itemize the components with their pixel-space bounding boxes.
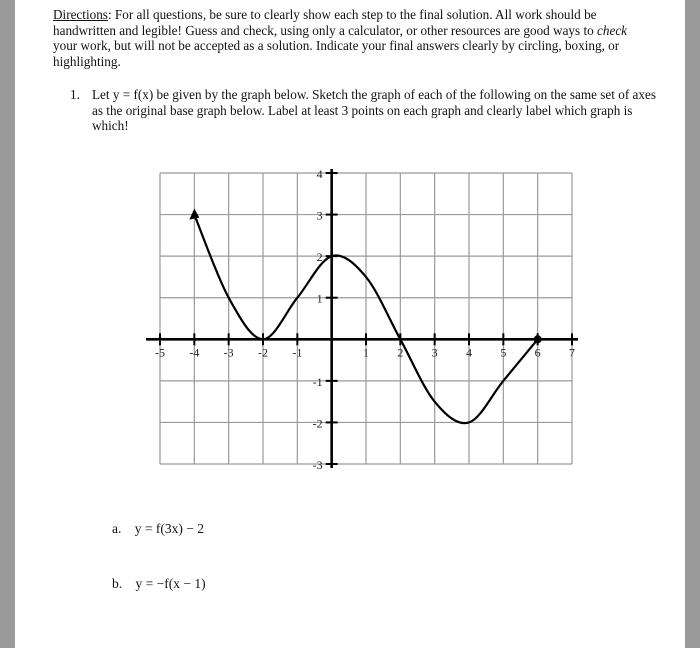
x-tick-label: 5 <box>500 345 507 360</box>
part-b-label: b. <box>112 576 123 591</box>
x-tick-label: 1 <box>363 345 369 360</box>
question-text: Let y = f(x) be given by the graph below. Sketch the graph of each of the following on the same set of axes as the original base graph below. Label at least 3 points on each graph and clearly label which graph is which! <box>92 87 656 133</box>
y-tick-label: -3 <box>312 458 323 470</box>
x-tick-label: -4 <box>189 345 200 360</box>
question-number: 1. <box>70 87 80 102</box>
curve-endpoint <box>534 335 542 343</box>
worksheet-page <box>15 0 685 648</box>
part-a <box>112 521 204 537</box>
y-tick-label: 4 <box>316 167 323 181</box>
x-tick-label: -5 <box>155 345 165 360</box>
part-b-equation: y = −f(x − 1) <box>135 576 206 591</box>
y-tick-label: -1 <box>312 374 323 389</box>
x-tick-label: 4 <box>466 345 472 360</box>
y-tick-label: 1 <box>316 291 323 306</box>
x-tick-label: 3 <box>431 345 438 360</box>
x-tick-label: 6 <box>534 345 541 360</box>
x-tick-label: 2 <box>397 345 404 360</box>
base-graph <box>142 165 587 470</box>
graph-svg <box>142 165 587 470</box>
x-tick-label: -1 <box>292 345 303 360</box>
part-a-label: a. <box>112 521 122 536</box>
x-tick-label: -3 <box>223 345 234 360</box>
directions-emphasis: check <box>597 22 628 38</box>
part-b <box>112 576 206 592</box>
directions-text-1: : For all questions, be sure to clearly show each step to the final solution. All work should be handwritten and legible! Guess and check, using only a calculator, or other resources are good ways to <box>53 7 598 38</box>
directions-label: Directions <box>53 7 108 22</box>
y-tick-label: -2 <box>312 416 323 431</box>
y-tick-label: 2 <box>316 250 323 265</box>
part-a-equation: y = f(3x) − 2 <box>134 521 204 536</box>
x-tick-label: 7 <box>569 345 575 360</box>
y-tick-label: 3 <box>316 208 323 223</box>
x-tick-label: -2 <box>258 345 268 360</box>
directions-text-2: your work, but will not be accepted as a solution. Indicate your final answers clearly by circling, boxing, or highlighting. <box>53 38 620 69</box>
directions-paragraph <box>53 7 653 69</box>
